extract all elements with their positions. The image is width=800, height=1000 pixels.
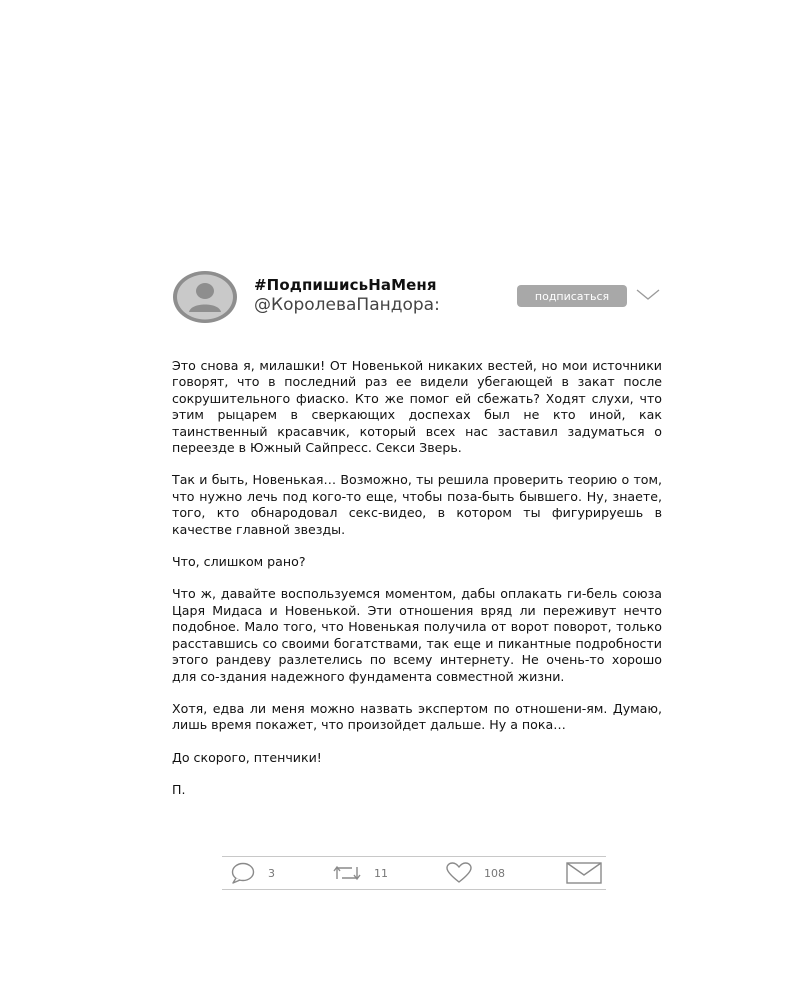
like-count: 108 (484, 866, 505, 880)
tweet-paragraph: Так и быть, Новенькая… Возможно, ты решила проверить теорию о том, что нужно лечь под кого-то еще, чтобы поза-быть бывшего. Ну, знаете, того, кто обнародовал секс-видео, в котором ты фигурируешь в качестве главной звезды. (172, 472, 662, 537)
reply-bubble-icon (230, 862, 256, 884)
tweet-actions-bar (222, 856, 606, 890)
tweet-paragraph: До скорого, птенчики! (172, 749, 322, 765)
retweet-action[interactable] (332, 863, 388, 883)
tweet-post (172, 268, 662, 815)
reply-action[interactable] (230, 863, 275, 883)
envelope-icon (566, 862, 602, 884)
tweet-paragraph: Это снова я, милашки! От Новенькой никаких вестей, но мои источники говорят, что в последний раз ее видели убегающей в закат после сокрушительного фиаско. Кто же помог ей сбежать? Ходят слухи, что этим рыцарем в сверкающих доспехах был не кто иной, как таинственный красавчик, который всех нас заставил задуматься о переезде в Южный Сайпресс. Секси Зверь. (172, 358, 662, 456)
author-handle[interactable]: @КоролеваПандора: (254, 295, 440, 315)
default-avatar-icon[interactable] (172, 270, 238, 324)
author-hashtag[interactable]: #ПодпишисьНаМеня (254, 276, 437, 294)
retweet-count: 11 (374, 866, 388, 880)
reply-count: 3 (268, 866, 275, 880)
tweet-header (172, 268, 662, 328)
chevron-down-icon[interactable] (635, 287, 661, 303)
retweet-icon (332, 862, 362, 884)
follow-button[interactable]: подписаться (517, 285, 627, 307)
tweet-paragraph: П. (172, 782, 186, 798)
tweet-body (172, 358, 662, 799)
message-action[interactable] (566, 863, 602, 883)
like-action[interactable] (446, 863, 505, 883)
tweet-paragraph: Хотя, едва ли меня можно назвать экспертом по отношени-ям. Думаю, лишь время покажет, что произойдет дальше. Ну а пока… (172, 700, 662, 733)
tweet-paragraph: Что ж, давайте воспользуемся моментом, дабы оплакать ги-бель союза Царя Мидаса и Новенькой. Эти отношения вряд ли переживут нечто подобное. Мало того, что Новенькая получила от ворот поворот, только расставшись со своими богатствами, так еще и пикантные подробности этого рандеву разлетелись по всему интернету. Не очень-то хорошо для со-здания надежного фундамента совместной жизни. (172, 586, 662, 684)
heart-icon (446, 862, 472, 884)
tweet-paragraph: Что, слишком рано? (172, 554, 306, 570)
author-names (254, 276, 440, 316)
